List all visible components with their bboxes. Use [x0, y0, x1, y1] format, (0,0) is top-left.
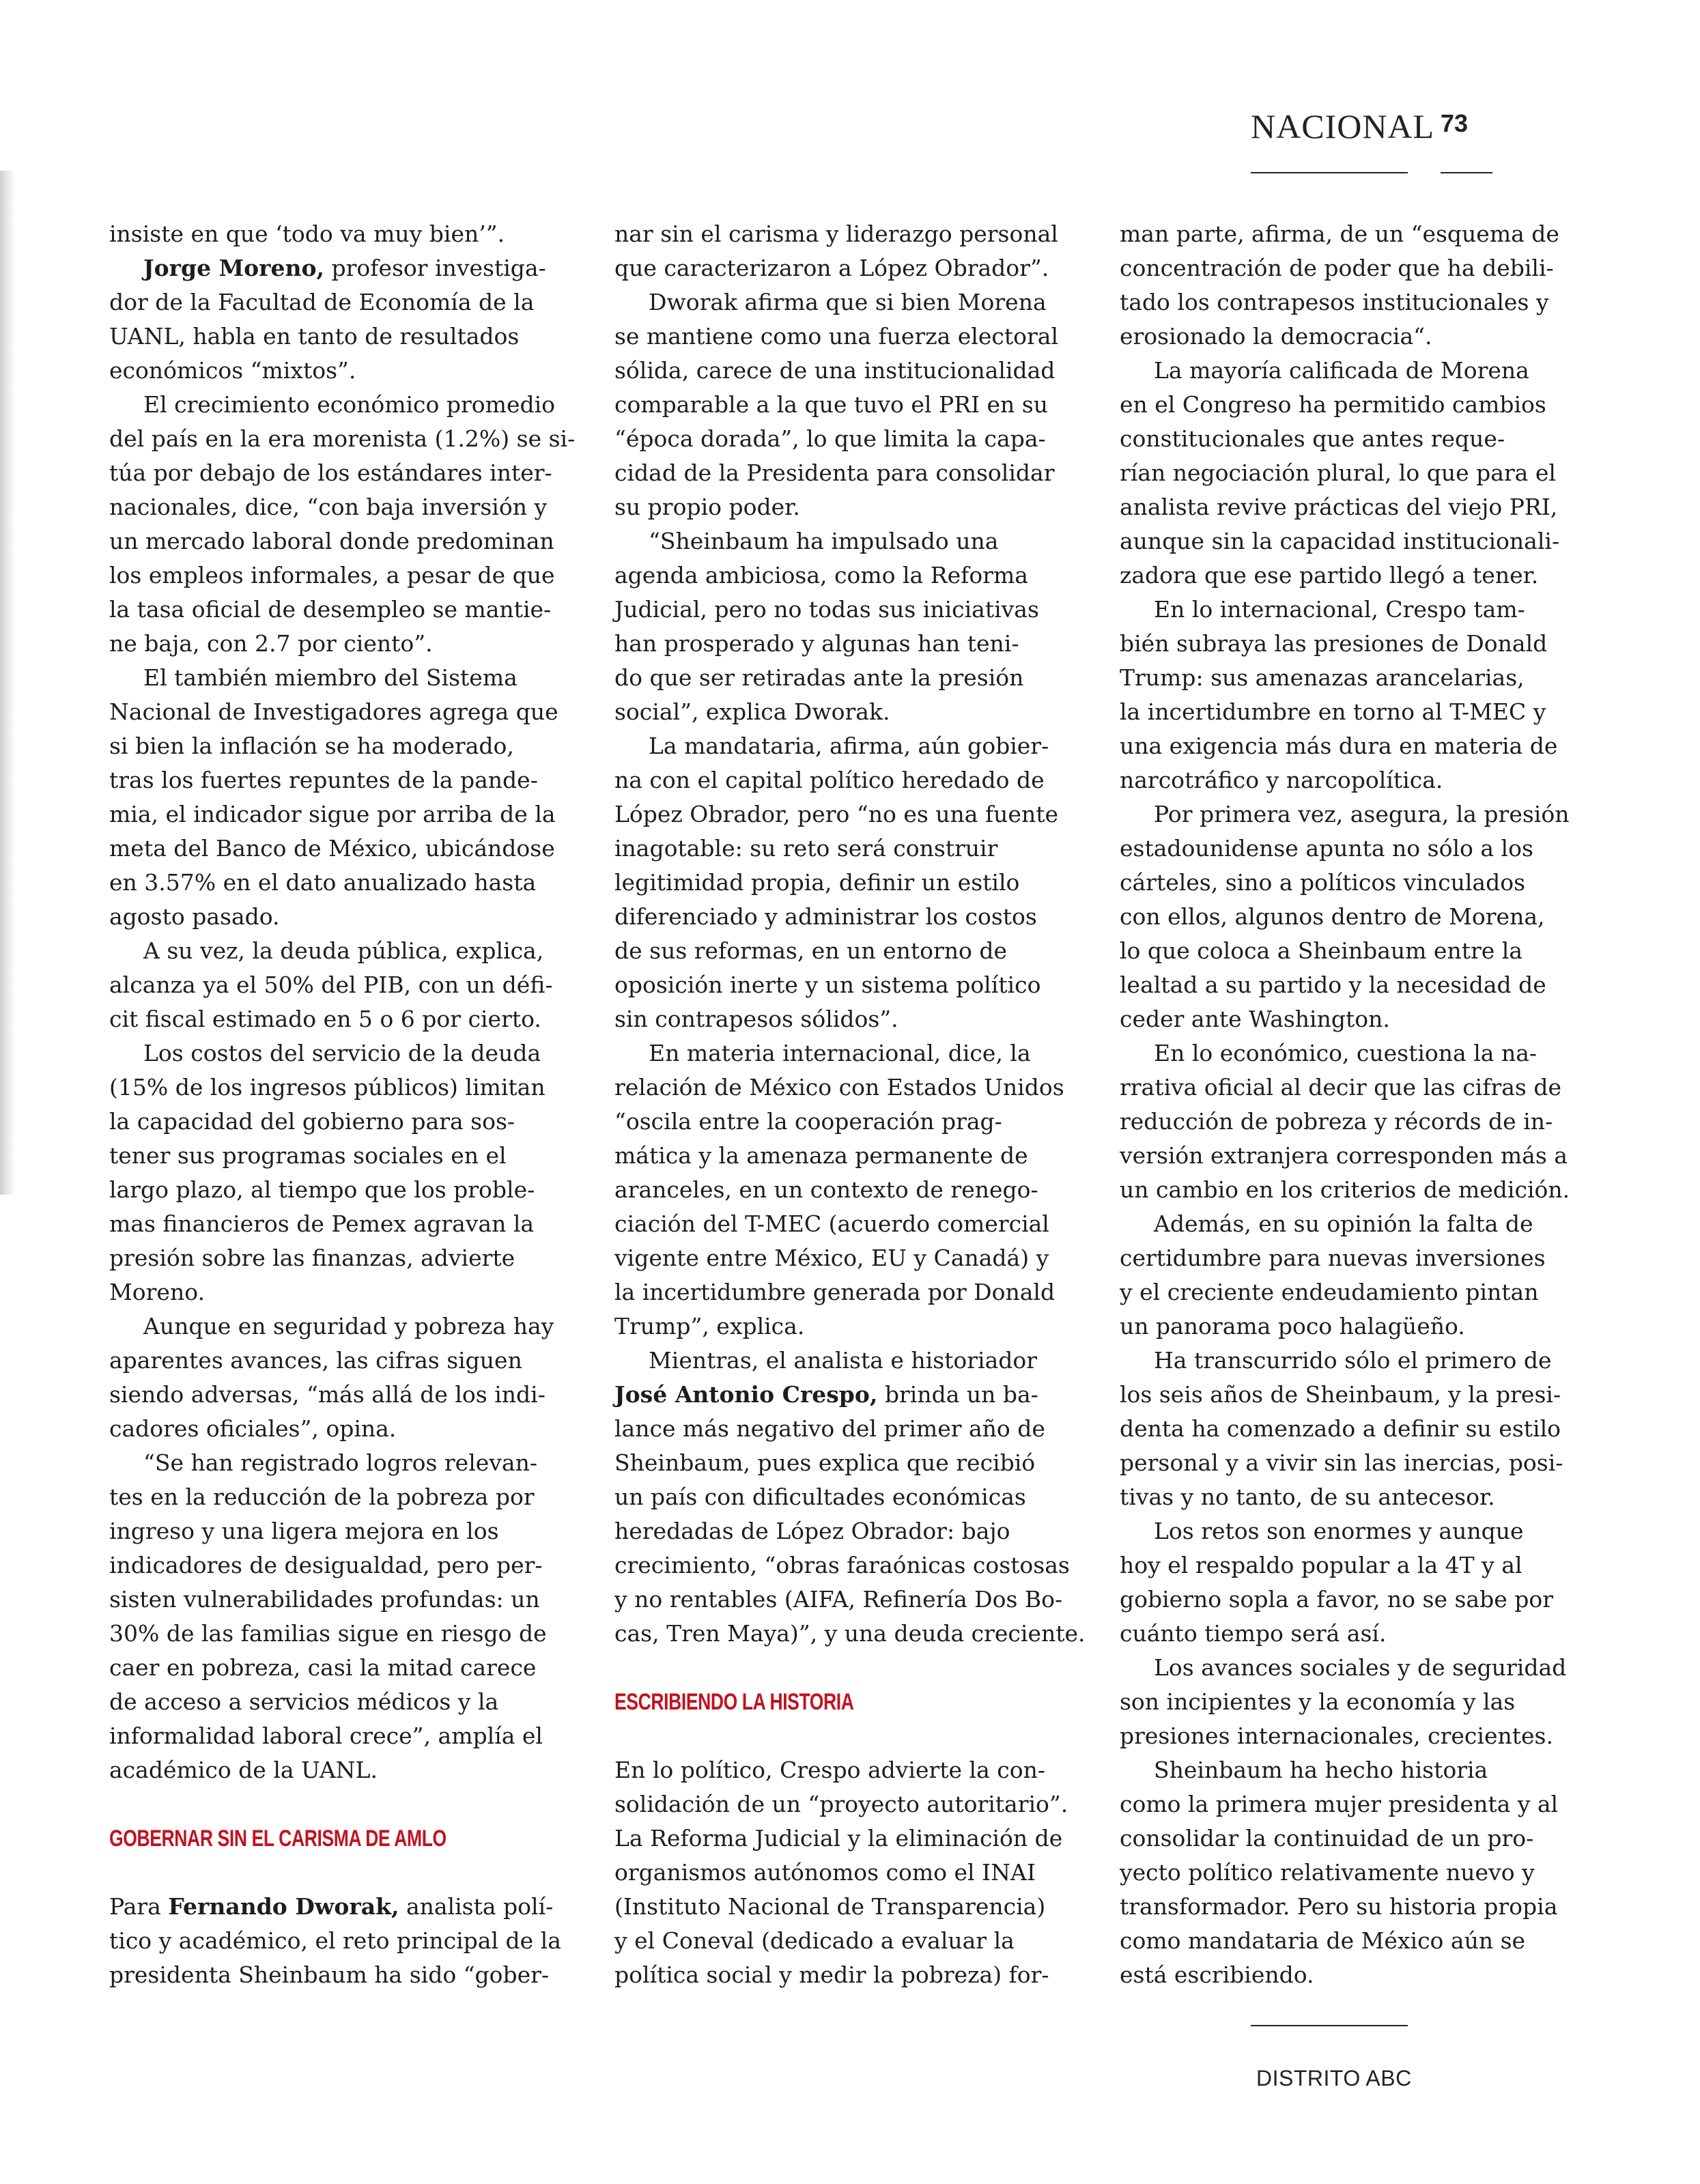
text-line: UANL, habla en tanto de resultados [109, 323, 520, 350]
text-line: personal y a vivir sin las inercias, posi- [1120, 1449, 1563, 1476]
text-line: aranceles, en un contexto de renego- [614, 1176, 1038, 1203]
text-line: Aunque en seguridad y pobreza hay [143, 1313, 554, 1339]
section-subheading: ESCRIBIENDO LA HISTORIA [614, 1689, 854, 1715]
text-line: concentración de poder que ha debili- [1120, 255, 1554, 281]
text-line: agosto pasado. [109, 903, 280, 930]
text-line: del país en la era morenista (1.2%) se si- [109, 425, 576, 452]
text-line: legitimidad propia, definir un estilo [614, 869, 1020, 896]
text-line: sin contrapesos sólidos”. [614, 1006, 898, 1032]
text-line: El crecimiento económico promedio [143, 391, 556, 418]
text-line: se mantiene como una fuerza electoral [614, 323, 1059, 350]
text-line: comparable a la que tuvo el PRI en su [614, 391, 1048, 418]
spacer [109, 1787, 587, 1821]
text-line: lealtad a su partido y la necesidad de [1120, 972, 1546, 998]
text-line: una exigencia más dura en materia de [1120, 733, 1558, 759]
text-line: lo que coloca a Sheinbaum entre la [1120, 937, 1522, 964]
text-line: mas financieros de Pemex agravan la [109, 1210, 535, 1237]
text-line: 30% de las familias sigue en riesgo de [109, 1620, 547, 1647]
text-line: largo plazo, al tiempo que los proble- [109, 1176, 535, 1203]
text-line: si bien la inflación se ha moderado, [109, 733, 514, 759]
text-line: oposición inerte y un sistema político [614, 972, 1041, 998]
text-line: nar sin el carisma y liderazgo personal [614, 221, 1058, 247]
header-rule [1251, 172, 1408, 173]
text-line: la tasa oficial de desempleo se mantie- [109, 596, 552, 623]
text-line: La mayoría calificada de Morena [1154, 357, 1529, 384]
text-line: El también miembro del Sistema [143, 664, 518, 691]
text-line: está escribiendo. [1120, 1961, 1314, 1988]
text-fragment: Para [109, 1893, 169, 1920]
text-line: un cambio en los criterios de medición. [1120, 1176, 1570, 1203]
text-line: han prosperado y algunas han teni- [614, 630, 1019, 657]
text-line: tener sus programas sociales en el [109, 1142, 507, 1169]
text-line: heredadas de López Obrador: bajo [614, 1518, 1010, 1544]
text-line: Dworak afirma que si bien Morena [649, 289, 1047, 315]
text-line: dor de la Facultad de Economía de la [109, 289, 535, 315]
text-line: tivas y no tanto, de su antecesor. [1120, 1484, 1495, 1510]
person-name: Fernando Dworak, [168, 1893, 399, 1920]
text-line: denta ha comenzado a definir su estilo [1120, 1415, 1561, 1442]
text-line: política social y medir la pobreza) for- [614, 1961, 1049, 1988]
text-line: versión extranjera corresponden más a [1120, 1142, 1568, 1169]
section-subheading: GOBERNAR SIN EL CARISMA DE AMLO [109, 1826, 447, 1852]
text-line: constitucionales que antes reque- [1120, 425, 1505, 452]
text-line: narcotráfico y narcopolítica. [1120, 767, 1443, 793]
text-line: En lo económico, cuestiona la na- [1154, 1040, 1538, 1066]
text-line: presidenta Sheinbaum ha sido “gober- [109, 1961, 550, 1988]
text-line: En materia internacional, dice, la [649, 1040, 1031, 1066]
text-line: ingreso y una ligera mejora en los [109, 1518, 499, 1544]
text-line: cuánto tiempo será así. [1120, 1620, 1387, 1647]
text-line: cárteles, sino a políticos vinculados [1120, 869, 1526, 896]
text-line: reducción de pobreza y récords de in- [1120, 1108, 1553, 1135]
text-line: Judicial, pero no todas sus iniciativas [614, 596, 1039, 623]
text-line: organismos autónomos como el INAI [614, 1859, 1036, 1886]
text-line: Sheinbaum ha hecho historia [1154, 1757, 1488, 1783]
text-line: de sus reformas, en un entorno de [614, 937, 1008, 964]
text-line: siendo adversas, “más allá de los indi- [109, 1381, 546, 1408]
text-line: En lo internacional, Crespo tam- [1154, 596, 1525, 623]
text-line: Mientras, el analista e historiador [649, 1347, 1038, 1374]
text-line: man parte, afirma, de un “esquema de [1120, 221, 1559, 247]
section-title: NACIONAL [1251, 107, 1435, 145]
text-line: túa por debajo de los estándares inter- [109, 459, 552, 486]
text-line: Ha transcurrido sólo el primero de [1154, 1347, 1552, 1374]
text-line: do que ser retiradas ante la presión [614, 664, 1024, 691]
text-line: Sheinbaum, pues explica que recibió [614, 1449, 1036, 1476]
text-line: en 3.57% en el dato anualizado hasta [109, 869, 537, 896]
text-line: Trump: sus amenazas arancelarias, [1120, 664, 1525, 691]
text-line: cidad de la Presidenta para consolidar [614, 459, 1055, 486]
text-line: analista revive prácticas del viejo PRI, [1120, 494, 1558, 520]
publication-name: DISTRITO ABC [1256, 2066, 1412, 2090]
text-line: yecto político relativamente nuevo y [1120, 1859, 1535, 1886]
text-line: agenda ambiciosa, como la Reforma [614, 562, 1028, 588]
text-line: solidación de un “proyecto autoritario”. [614, 1791, 1068, 1817]
text-line: na con el capital político heredado de [614, 767, 1045, 793]
text-line: Además, en su opinión la falta de [1154, 1210, 1533, 1237]
text-line: nacionales, dice, “con baja inversión y [109, 494, 548, 520]
text-fragment: brinda un ba- [877, 1381, 1038, 1408]
text-line: transformador. Pero su historia propia [1120, 1893, 1558, 1920]
text-line: inagotable: su reto será construir [614, 835, 998, 862]
text-line: Nacional de Investigadores agrega que [109, 698, 558, 725]
text-fragment: analista polí- [399, 1893, 554, 1920]
text-line: lance más negativo del primer año de [614, 1415, 1045, 1442]
text-line: sisten vulnerabilidades profundas: un [109, 1586, 540, 1613]
text-line: alcanza ya el 50% del PIB, con un défi- [109, 972, 553, 998]
text-line: de acceso a servicios médicos y la [109, 1688, 499, 1715]
page-number: 73 [1441, 109, 1469, 137]
text-line: tras los fuertes repuntes de la pande- [109, 767, 538, 793]
text-line: aunque sin la capacidad institucionali- [1120, 528, 1560, 554]
text-line: presión sobre las finanzas, advierte [109, 1245, 515, 1271]
article-column-3 [1120, 217, 1598, 1992]
text-line: erosionado la democracia“. [1120, 323, 1432, 350]
text-line: bién subraya las presiones de Donald [1120, 630, 1548, 657]
text-line: ne baja, con 2.7 por ciento”. [109, 630, 433, 657]
text-line: tado los contrapesos institucionales y [1120, 289, 1549, 315]
page-binding-shadow [0, 171, 15, 1195]
text-line: A su vez, la deuda pública, explica, [143, 937, 544, 964]
text-line: económicos “mixtos”. [109, 357, 356, 384]
text-line: “época dorada”, lo que limita la capa- [614, 425, 1046, 452]
text-line: vigente entre México, EU y Canadá) y [614, 1245, 1049, 1271]
text-line: ceder ante Washington. [1120, 1006, 1390, 1032]
article-column-1 [109, 217, 587, 1992]
text-line: social”, explica Dworak. [614, 698, 890, 725]
text-line: diferenciado y administrar los costos [614, 903, 1037, 930]
text-line: los empleos informales, a pesar de que [109, 562, 555, 588]
article-column-2 [614, 217, 1092, 1992]
text-line: Por primera vez, asegura, la presión [1154, 801, 1570, 827]
text-line: certidumbre para nuevas inversiones [1120, 1245, 1546, 1271]
footer-rule [1251, 2025, 1408, 2026]
text-line: zadora que ese partido llegó a tener. [1120, 562, 1539, 588]
text-line: un panorama poco halagüeño. [1120, 1313, 1465, 1339]
text-line: “Sheinbaum ha impulsado una [649, 528, 999, 554]
text-line: tico y académico, el reto principal de la [109, 1927, 561, 1954]
text-line: rían negociación plural, lo que para el [1120, 459, 1556, 486]
text-line: con ellos, algunos dentro de Morena, [1120, 903, 1545, 930]
text-line: hoy el respaldo popular a la 4T y al [1120, 1552, 1522, 1578]
text-line [109, 1890, 587, 1924]
text-line: López Obrador, pero “no es una fuente [614, 801, 1058, 827]
text-line: aparentes avances, las cifras siguen [109, 1347, 522, 1374]
text-line: la capacidad del gobierno para sos- [109, 1108, 515, 1135]
text-line: “oscila entre la cooperación prag- [614, 1108, 1002, 1135]
text-line: Moreno. [109, 1279, 205, 1305]
text-line: mática y la amenaza permanente de [614, 1142, 1028, 1169]
text-line: y no rentables (AIFA, Refinería Dos Bo- [614, 1586, 1063, 1613]
text-line: cas, Tren Maya)”, y una deuda creciente. [614, 1620, 1086, 1647]
text-line: cit fiscal estimado en 5 o 6 por cierto. [109, 1006, 541, 1032]
person-name: José Antonio Crespo, [614, 1381, 878, 1408]
text-line: (15% de los ingresos públicos) limitan [109, 1074, 546, 1101]
text-line [614, 1378, 1092, 1412]
text-line: En lo político, Crespo advierte la con- [614, 1757, 1046, 1783]
spacer [614, 1651, 1092, 1685]
text-line: tes en la reducción de la pobreza por [109, 1484, 535, 1510]
text-line: la incertidumbre en torno al T-MEC y [1120, 698, 1546, 725]
text-line: mia, el indicador sigue por arriba de la [109, 801, 556, 827]
text-line: son incipientes y la economía y las [1120, 1688, 1516, 1715]
text-line: Trump”, explica. [614, 1313, 805, 1339]
text-line: Los costos del servicio de la deuda [143, 1040, 541, 1066]
text-line: indicadores de desigualdad, pero per- [109, 1552, 543, 1578]
text-line: La Reforma Judicial y la eliminación de [614, 1825, 1063, 1852]
page-number-rule [1441, 172, 1492, 173]
text-line: relación de México con Estados Unidos [614, 1074, 1064, 1101]
text-line: rrativa oficial al decir que las cifras de [1120, 1074, 1561, 1101]
text-line: como la primera mujer presidenta y al [1120, 1791, 1559, 1817]
text-line: insiste en que ‘todo va muy bien’”. [109, 221, 505, 247]
person-name: Jorge Moreno, [143, 255, 324, 281]
text-line: presiones internacionales, crecientes. [1120, 1722, 1553, 1749]
spacer [614, 1719, 1092, 1753]
text-line: La mandataria, afirma, aún gobier- [649, 733, 1049, 759]
text-line: en el Congreso ha permitido cambios [1120, 391, 1546, 418]
text-line: estadounidense apunta no sólo a los [1120, 835, 1533, 862]
text-line [109, 251, 587, 285]
text-line: Los avances sociales y de seguridad [1154, 1654, 1567, 1681]
text-line: como mandataria de México aún se [1120, 1927, 1526, 1954]
text-line: crecimiento, “obras faraónicas costosas [614, 1552, 1070, 1578]
text-fragment: profesor investiga- [324, 255, 546, 281]
text-line: que caracterizaron a López Obrador”. [614, 255, 1049, 281]
text-line: la incertidumbre generada por Donald [614, 1279, 1056, 1305]
text-line: y el Coneval (dedicado a evaluar la [614, 1927, 1015, 1954]
text-line: Los retos son enormes y aunque [1154, 1518, 1524, 1544]
text-line: “Se han registrado logros relevan- [143, 1449, 538, 1476]
spacer [109, 1856, 587, 1890]
text-line: caer en pobreza, casi la mitad carece [109, 1654, 537, 1681]
text-line: cadores oficiales”, opina. [109, 1415, 397, 1442]
text-line: un país con dificultades económicas [614, 1484, 1026, 1510]
text-line: (Instituto Nacional de Transparencia) [614, 1893, 1046, 1920]
text-line: y el creciente endeudamiento pintan [1120, 1279, 1539, 1305]
text-line: ciación del T-MEC (acuerdo comercial [614, 1210, 1049, 1237]
text-line: los seis años de Sheinbaum, y la presi- [1120, 1381, 1561, 1408]
text-line: meta del Banco de México, ubicándose [109, 835, 555, 862]
text-line: académico de la UANL. [109, 1757, 378, 1783]
text-line: un mercado laboral donde predominan [109, 528, 554, 554]
text-line: su propio poder. [614, 494, 800, 520]
text-line: consolidar la continuidad de un pro- [1120, 1825, 1534, 1852]
text-line: gobierno sopla a favor, no se sabe por [1120, 1586, 1554, 1613]
text-line: informalidad laboral crece”, amplía el [109, 1722, 543, 1749]
text-line: sólida, carece de una institucionalidad [614, 357, 1056, 384]
